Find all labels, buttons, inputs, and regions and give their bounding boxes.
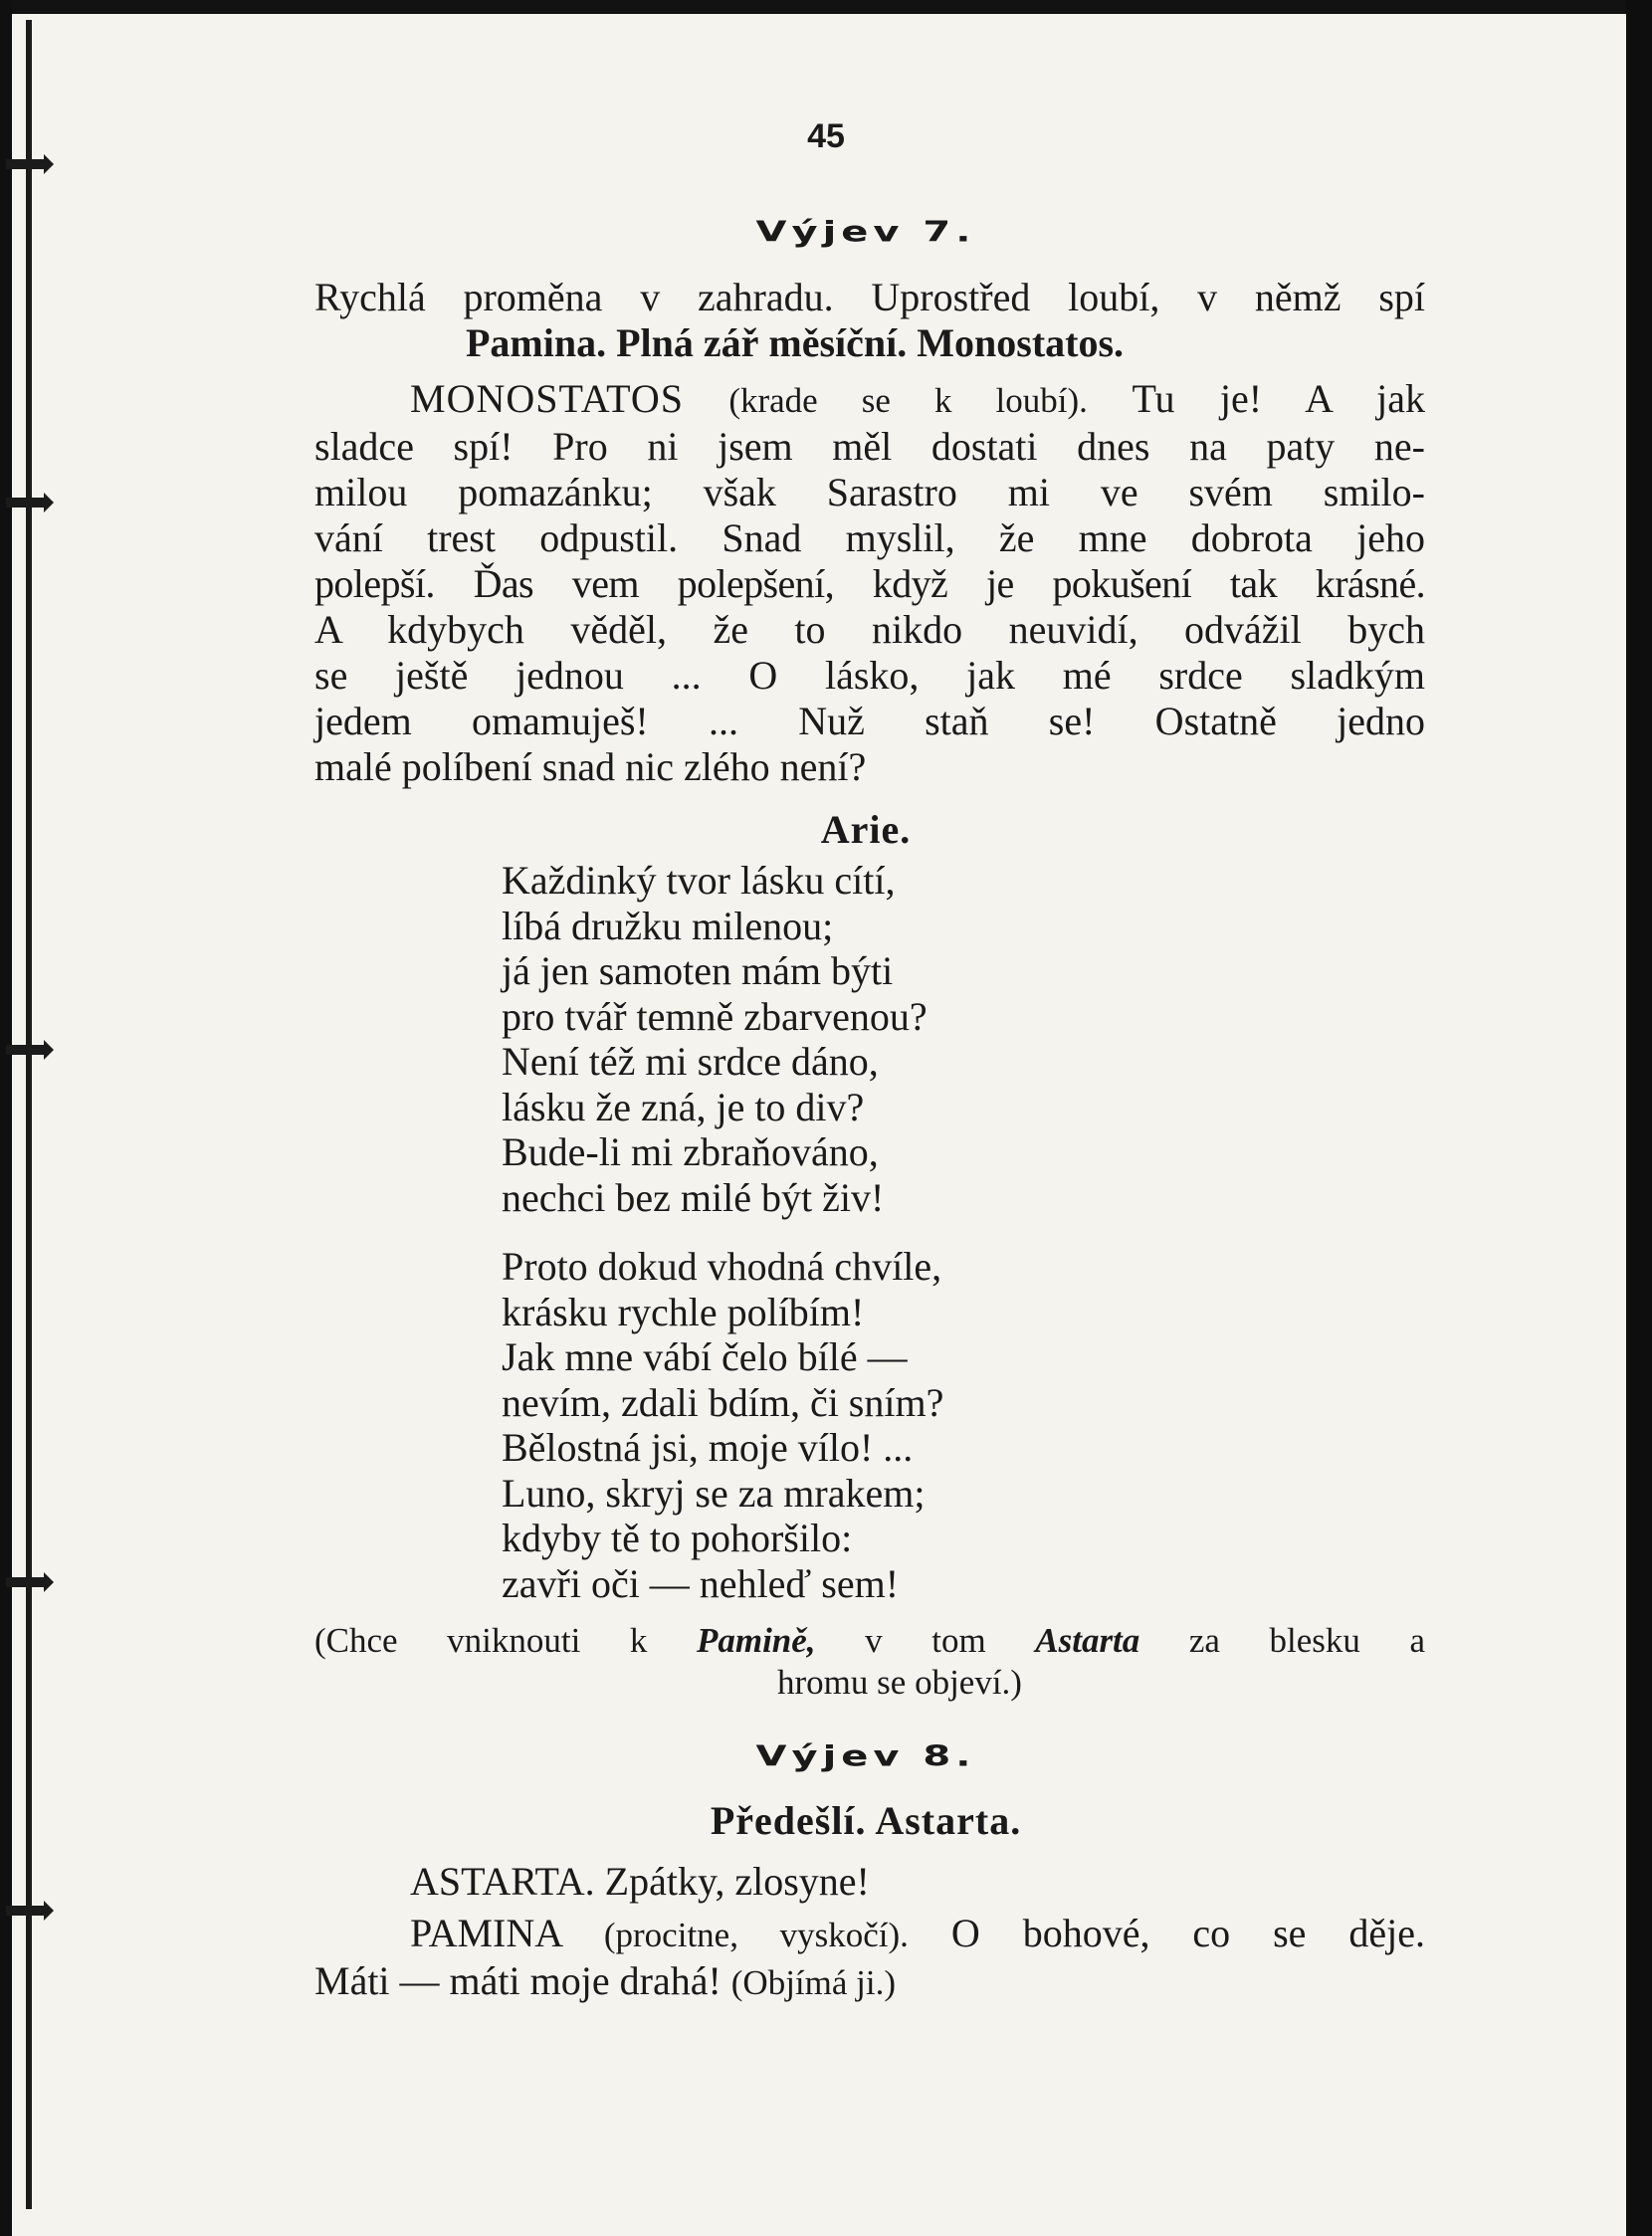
stage-direction: (Objímá ji.) (730, 1963, 897, 2002)
verse-line: nechci bez milé být živ! (502, 1174, 885, 1220)
speech-line: sladce spí! Pro ni jsem měl dostati dnes na paty ne- (314, 424, 1425, 469)
stage-direction: (procitne, vyskočí). (603, 1916, 909, 1954)
stage-direction-text: za blesku a (1139, 1621, 1426, 1660)
verse-line: Proto dokud vhodná chvíle, (502, 1244, 942, 1289)
speaker-astarta: ASTARTA. (410, 1859, 595, 1904)
speech-line: Tu je! A jak (1132, 376, 1426, 421)
character-name: Astarta (1035, 1621, 1140, 1660)
stage-direction-block (314, 1620, 1425, 1704)
verse-line: líbá družku milenou; (502, 903, 834, 948)
verse-line: nevím, zdali bdím, či sním? (502, 1379, 944, 1425)
stage-direction: (krade se k loubí). (728, 381, 1088, 420)
verse-line: Každinký tvor lásku cítí, (502, 858, 896, 903)
speech-line: se ještě jednou ... O lásko, jak mé srdce sladkým (314, 653, 1425, 698)
speech-line: jedem omamuješ! ... Nuž staň se! Ostatně jedno (314, 699, 1425, 743)
binding-stitch (6, 498, 48, 508)
binding-stitch (6, 1577, 48, 1587)
verse-line: krásku rychle políbím! (502, 1289, 865, 1334)
verse-line: Jak mne vábí čelo bílé — (502, 1334, 908, 1379)
verse-line: lásku že zná, je to div? (502, 1084, 865, 1129)
speech-line: A kdybych věděl, že to nikdo neuvidí, odvážil bych (314, 607, 1425, 652)
speech-line: malé políbení snad nic zlého není? (314, 744, 867, 789)
binding-stitch (6, 1906, 48, 1916)
astarta-speech (314, 1859, 1425, 1905)
speech-text: Máti — máti moje drahá! (314, 1958, 722, 2003)
binding-stitch (6, 1045, 48, 1055)
scan-right-border (1626, 0, 1652, 2236)
speech-line: polepší. Ďas vem polepšení, když je pokušení tak krásné. (314, 561, 1425, 606)
speech-text: Zpátky, zlosyne! (604, 1859, 870, 1904)
speech-line: vání trest odpustil. Snad myslil, že mne dobrota jeho (314, 515, 1425, 560)
speaker-pamina: PAMINA (410, 1911, 561, 1955)
scan-top-border (0, 0, 1652, 14)
scene-7-description-line2: Pamina. Plná zář měsíční. Monostatos. (466, 320, 1125, 365)
character-name: Pamině, (696, 1621, 816, 1660)
scene-7-title: Výjev 7. (755, 215, 976, 249)
scene-8-title: Výjev 8. (755, 1739, 976, 1773)
aria-heading: Arie. (820, 807, 912, 852)
verse-line: Bělostná jsi, moje vílo! ... (502, 1425, 914, 1470)
speech-text: O bohové, co se děje. (950, 1911, 1426, 1955)
scene-8-characters: Předešlí. Astarta. (710, 1798, 1022, 1843)
binding-line (26, 20, 32, 2209)
verse-line: já jen samoten mám býti (502, 948, 894, 993)
stage-direction-line2: hromu se objeví.) (777, 1663, 1022, 1702)
monostatos-speech (314, 376, 1425, 790)
page-number: 45 (807, 117, 845, 155)
scene-7-description-line1: Rychlá proměna v zahradu. Uprostřed loubí, v němž spí (314, 275, 1425, 319)
verse-line: Bude-li mi zbraňováno, (502, 1129, 879, 1174)
stage-direction-text: v tom (815, 1621, 1036, 1660)
binding-stitch (6, 159, 48, 169)
speaker-monostatos: MONOSTATOS (410, 376, 684, 421)
verse-line: pro tvář temně zbarvenou? (502, 993, 928, 1039)
pamina-speech (314, 1911, 1425, 2006)
speech-line: milou pomazánku; však Sarastro mi ve svém smilo- (314, 470, 1425, 514)
scan-left-border (0, 0, 12, 2236)
aria-stanza-1 (502, 858, 1298, 1220)
verse-line: Luno, skryj se za mrakem; (502, 1470, 926, 1516)
verse-line: zavři oči — nehleď sem! (502, 1560, 900, 1606)
verse-line: Není též mi srdce dáno, (502, 1039, 879, 1084)
stage-direction-text: (Chce vniknouti k (314, 1621, 697, 1660)
aria-stanza-2 (502, 1244, 1298, 1606)
verse-line: kdyby tě to pohoršilo: (502, 1516, 853, 1560)
